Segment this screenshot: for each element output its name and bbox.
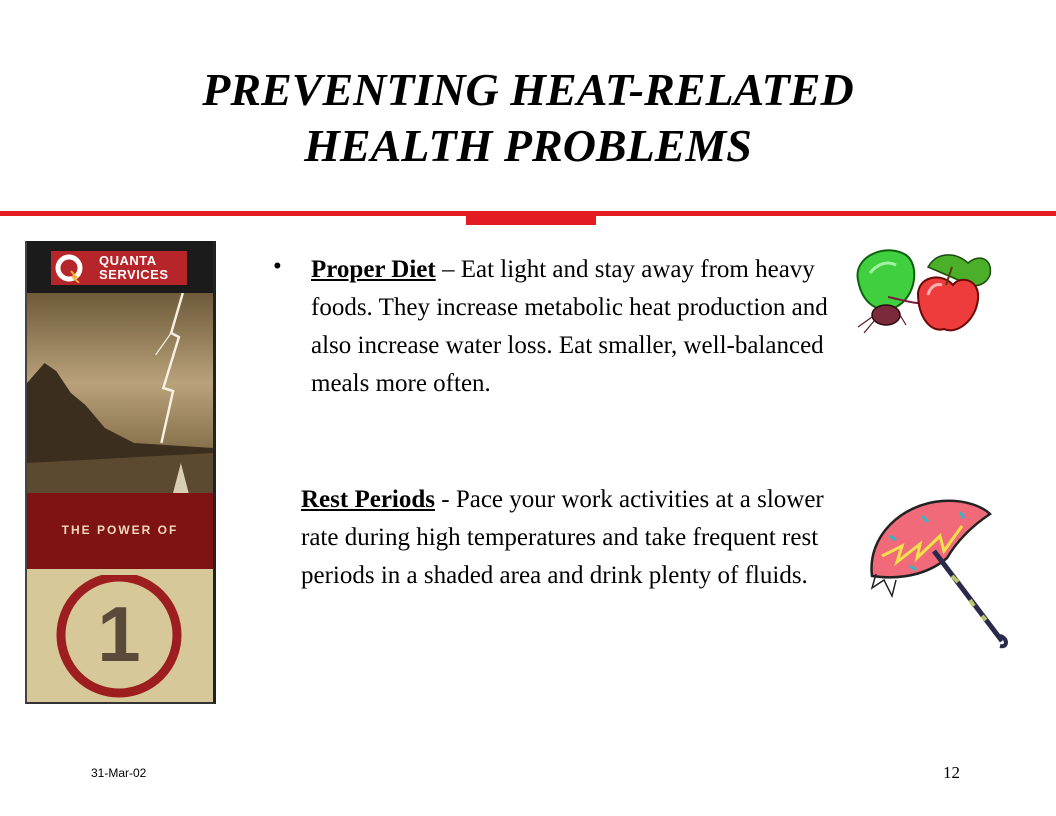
fruit-vegetable-clipart <box>848 245 998 340</box>
footer-date: 31-Mar-02 <box>91 766 147 780</box>
number-one-area <box>27 569 213 704</box>
title-divider-tab <box>466 211 596 225</box>
proper-diet-term: Proper Diet <box>311 256 436 283</box>
power-text: THE POWER OF <box>61 523 179 537</box>
quanta-logo <box>51 251 187 285</box>
slide-title <box>0 62 1056 174</box>
logo-text <box>99 254 169 282</box>
logo-line-1: QUANTA <box>99 253 157 268</box>
storm-landscape-image <box>27 293 213 493</box>
proper-diet-paragraph <box>311 251 831 403</box>
proper-diet-text: – Eat light and stay away from heavy foods. They increase metabolic heat production and also increase water loss. Eat smaller, well-balanced meals more often. <box>311 256 828 397</box>
number-one: 1 <box>97 590 141 678</box>
title-line-2: HEALTH PROBLEMS <box>304 120 752 171</box>
number-one-emblem <box>53 575 185 704</box>
power-band <box>27 493 213 569</box>
rest-periods-text: - Pace your work activities at a slower rate during high temperatures and take frequent rest periods in a shaded area and drink plenty of fluids. <box>301 486 824 589</box>
umbrella-clipart <box>862 496 1012 651</box>
logo-line-2: SERVICES <box>99 267 169 282</box>
footer-page-number: 12 <box>943 763 960 782</box>
title-line-1: PREVENTING HEAT-RELATED <box>202 64 854 115</box>
rest-periods-paragraph <box>301 481 861 595</box>
bullet-marker: • <box>273 253 282 280</box>
logo-band <box>27 241 213 293</box>
rest-periods-term: Rest Periods <box>301 486 435 513</box>
quanta-q-logo-icon <box>54 253 84 283</box>
quanta-banner <box>25 241 216 704</box>
